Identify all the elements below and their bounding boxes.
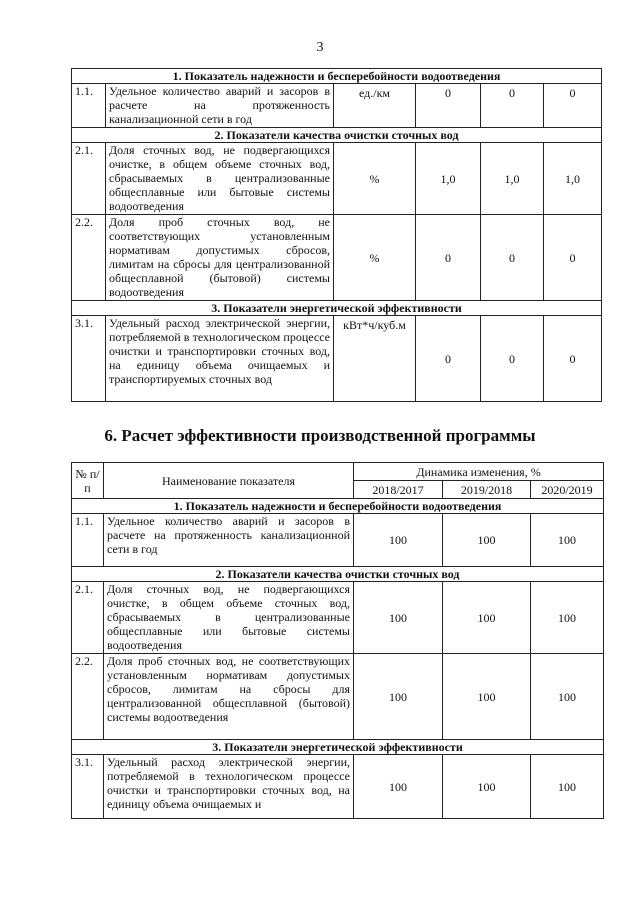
value-cell: 1,0 bbox=[544, 143, 602, 215]
indicators-table bbox=[71, 68, 602, 402]
row-number: 2.2. bbox=[72, 215, 106, 301]
section-header: 2. Показатели качества очистки сточных вод bbox=[72, 567, 604, 582]
indicator-name: Доля сточных вод, не подвергающихся очистке, в общем объеме сточных вод, сбрасываемых в централизованные общесплавные или бытовые системы водоотведения bbox=[106, 143, 334, 215]
unit-cell: % bbox=[334, 215, 416, 301]
section-title: 6. Расчет эффективности производственной программы bbox=[104, 426, 536, 445]
value-cell: 100 bbox=[443, 755, 531, 819]
indicator-name: Доля проб сточных вод, не соответствующих установленным нормативам допустимых сбросов, лимитам на сбросы для централизованной общесплавной (бытовой) системы водоотведения bbox=[104, 654, 354, 740]
row-number: 2.1. bbox=[72, 582, 104, 654]
value-cell: 1,0 bbox=[416, 143, 481, 215]
value-cell: 100 bbox=[443, 582, 531, 654]
value-cell: 100 bbox=[443, 654, 531, 740]
value-cell: 1,0 bbox=[481, 143, 544, 215]
section-header: 2. Показатели качества очистки сточных вод bbox=[72, 128, 602, 143]
unit-cell: кВт*ч/куб.м bbox=[334, 316, 416, 402]
indicator-name: Удельное количество аварий и засоров в расчете на протяженность канализационной сети в год bbox=[106, 84, 334, 128]
value-cell: 0 bbox=[416, 316, 481, 402]
value-cell: 0 bbox=[416, 215, 481, 301]
efficiency-table bbox=[71, 462, 604, 819]
section-header: 1. Показатель надежности и бесперебойности водоотведения bbox=[72, 499, 604, 514]
value-cell: 0 bbox=[544, 84, 602, 128]
page-number: 3 bbox=[316, 40, 324, 55]
value-cell: 0 bbox=[544, 316, 602, 402]
row-number: 1.1. bbox=[72, 514, 104, 567]
value-cell: 0 bbox=[416, 84, 481, 128]
value-cell: 100 bbox=[531, 582, 604, 654]
value-cell: 0 bbox=[481, 84, 544, 128]
value-cell: 0 bbox=[481, 215, 544, 301]
value-cell: 100 bbox=[354, 654, 443, 740]
section-header: 3. Показатели энергетической эффективности bbox=[72, 740, 604, 755]
header-year: 2019/2018 bbox=[443, 481, 531, 499]
indicator-name: Удельное количество аварий и засоров в расчете на протяженность канализационной сети в год bbox=[104, 514, 354, 567]
value-cell: 100 bbox=[354, 755, 443, 819]
row-number: 3.1. bbox=[72, 755, 104, 819]
header-name: Наименование показателя bbox=[104, 463, 354, 499]
value-cell: 100 bbox=[531, 514, 604, 567]
value-cell: 0 bbox=[544, 215, 602, 301]
row-number: 3.1. bbox=[72, 316, 106, 402]
header-dynamics: Динамика изменения, % bbox=[354, 463, 604, 481]
value-cell: 100 bbox=[443, 514, 531, 567]
header-year: 2020/2019 bbox=[531, 481, 604, 499]
header-year: 2018/2017 bbox=[354, 481, 443, 499]
value-cell: 100 bbox=[354, 582, 443, 654]
row-number: 2.1. bbox=[72, 143, 106, 215]
indicator-name: Доля сточных вод, не подвергающихся очистке, в общем объеме сточных вод, сбрасываемых в централизованные общесплавные или бытовые системы водоотведения bbox=[104, 582, 354, 654]
value-cell: 0 bbox=[481, 316, 544, 402]
row-number: 1.1. bbox=[72, 84, 106, 128]
indicator-name: Доля проб сточных вод, не соответствующих установленным нормативам допустимых сбросов, лимитам на сбросы для централизованной общесплавной (бытовой) системы водоотведения bbox=[106, 215, 334, 301]
row-number: 2.2. bbox=[72, 654, 104, 740]
section-header: 3. Показатели энергетической эффективности bbox=[72, 301, 602, 316]
unit-cell: % bbox=[334, 143, 416, 215]
indicator-name: Удельный расход электрической энергии, потребляемой в технологическом процессе очистки и транспортировки сточных вод, на единицу объема очищаемых и транспортируемых сточных вод bbox=[106, 316, 334, 402]
value-cell: 100 bbox=[531, 654, 604, 740]
indicator-name: Удельный расход электрической энергии, потребляемой в технологическом процессе очистки и транспортировки сточных вод, на единицу объема очищаемых и bbox=[104, 755, 354, 819]
section-header: 1. Показатель надежности и бесперебойности водоотведения bbox=[72, 69, 602, 84]
unit-cell: ед./км bbox=[334, 84, 416, 128]
header-num: № п/п bbox=[72, 463, 104, 499]
value-cell: 100 bbox=[531, 755, 604, 819]
value-cell: 100 bbox=[354, 514, 443, 567]
